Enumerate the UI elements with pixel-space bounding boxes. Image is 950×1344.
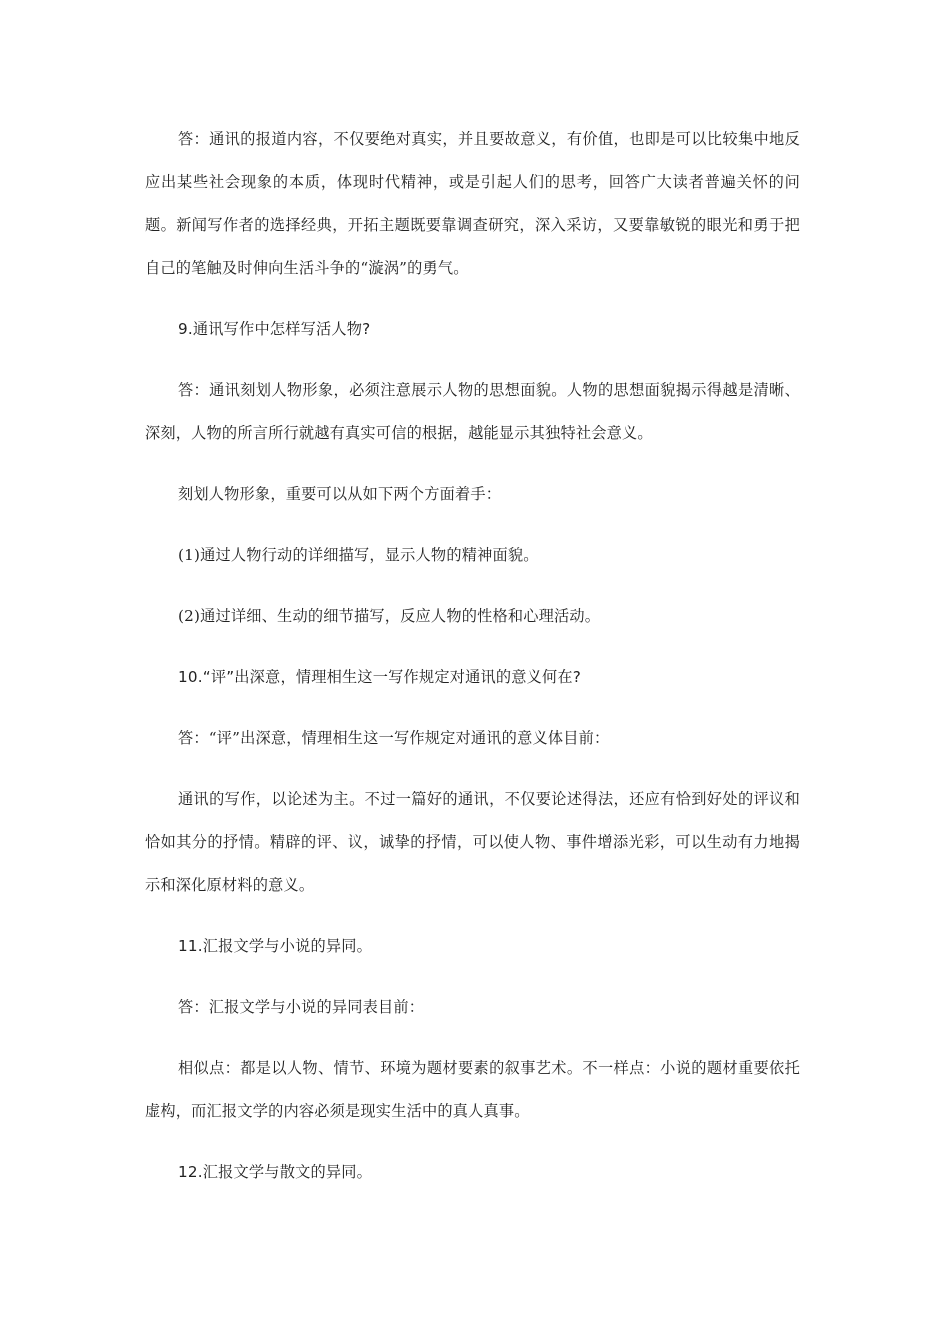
answer-paragraph: 通讯的写作，以论述为主。不过一篇好的通讯，不仅要论述得法，还应有恰到好处的评议和恰如其分的抒情。精辟的评、议，诚挚的抒情，可以使人物、事件增添光彩，可以生动有力地揭示和深化原材料的意义。	[145, 790, 800, 894]
list-item: (2)通过详细、生动的细节描写，反应人物的性格和心理活动。	[178, 607, 601, 625]
answer-paragraph: 相似点：都是以人物、情节、环境为题材要素的叙事艺术。不一样点：小说的题材重要依托虚构，而汇报文学的内容必须是现实生活中的真人真事。	[145, 1059, 800, 1120]
answer-paragraph: 答：通讯刻划人物形象，必须注意展示人物的思想面貌。人物的思想面貌揭示得越是清晰、深刻，人物的所言所行就越有真实可信的根据，越能显示其独特社会意义。	[145, 381, 800, 442]
question-heading: 10.“评”出深意，情理相生这一写作规定对通讯的意义何在?	[178, 668, 582, 686]
question-heading: 11.汇报文学与小说的异同。	[178, 937, 373, 955]
question-heading: 12.汇报文学与散文的异同。	[178, 1163, 373, 1181]
question-heading: 9.通讯写作中怎样写活人物?	[178, 320, 371, 338]
list-item: (1)通过人物行动的详细描写，显示人物的精神面貌。	[178, 546, 539, 564]
document-body	[145, 118, 800, 1212]
answer-paragraph: 答：汇报文学与小说的异同表目前：	[178, 998, 425, 1016]
answer-paragraph: 答：通讯的报道内容，不仅要绝对真实，并且要故意义，有价值，也即是可以比较集中地反应出某些社会现象的本质，体现时代精神，或是引起人们的思考，回答广大读者普遍关怀的问题。新闻写作者的选择经典，开拓主题既要靠调查研究，深入采访，又要靠敏锐的眼光和勇于把自己的笔触及时伸向生活斗争的“漩涡”的勇气。	[145, 130, 800, 277]
answer-paragraph: 刻划人物形象，重要可以从如下两个方面着手：	[178, 485, 502, 503]
answer-paragraph: 答：“评”出深意，情理相生这一写作规定对通讯的意义体目前：	[178, 729, 610, 747]
